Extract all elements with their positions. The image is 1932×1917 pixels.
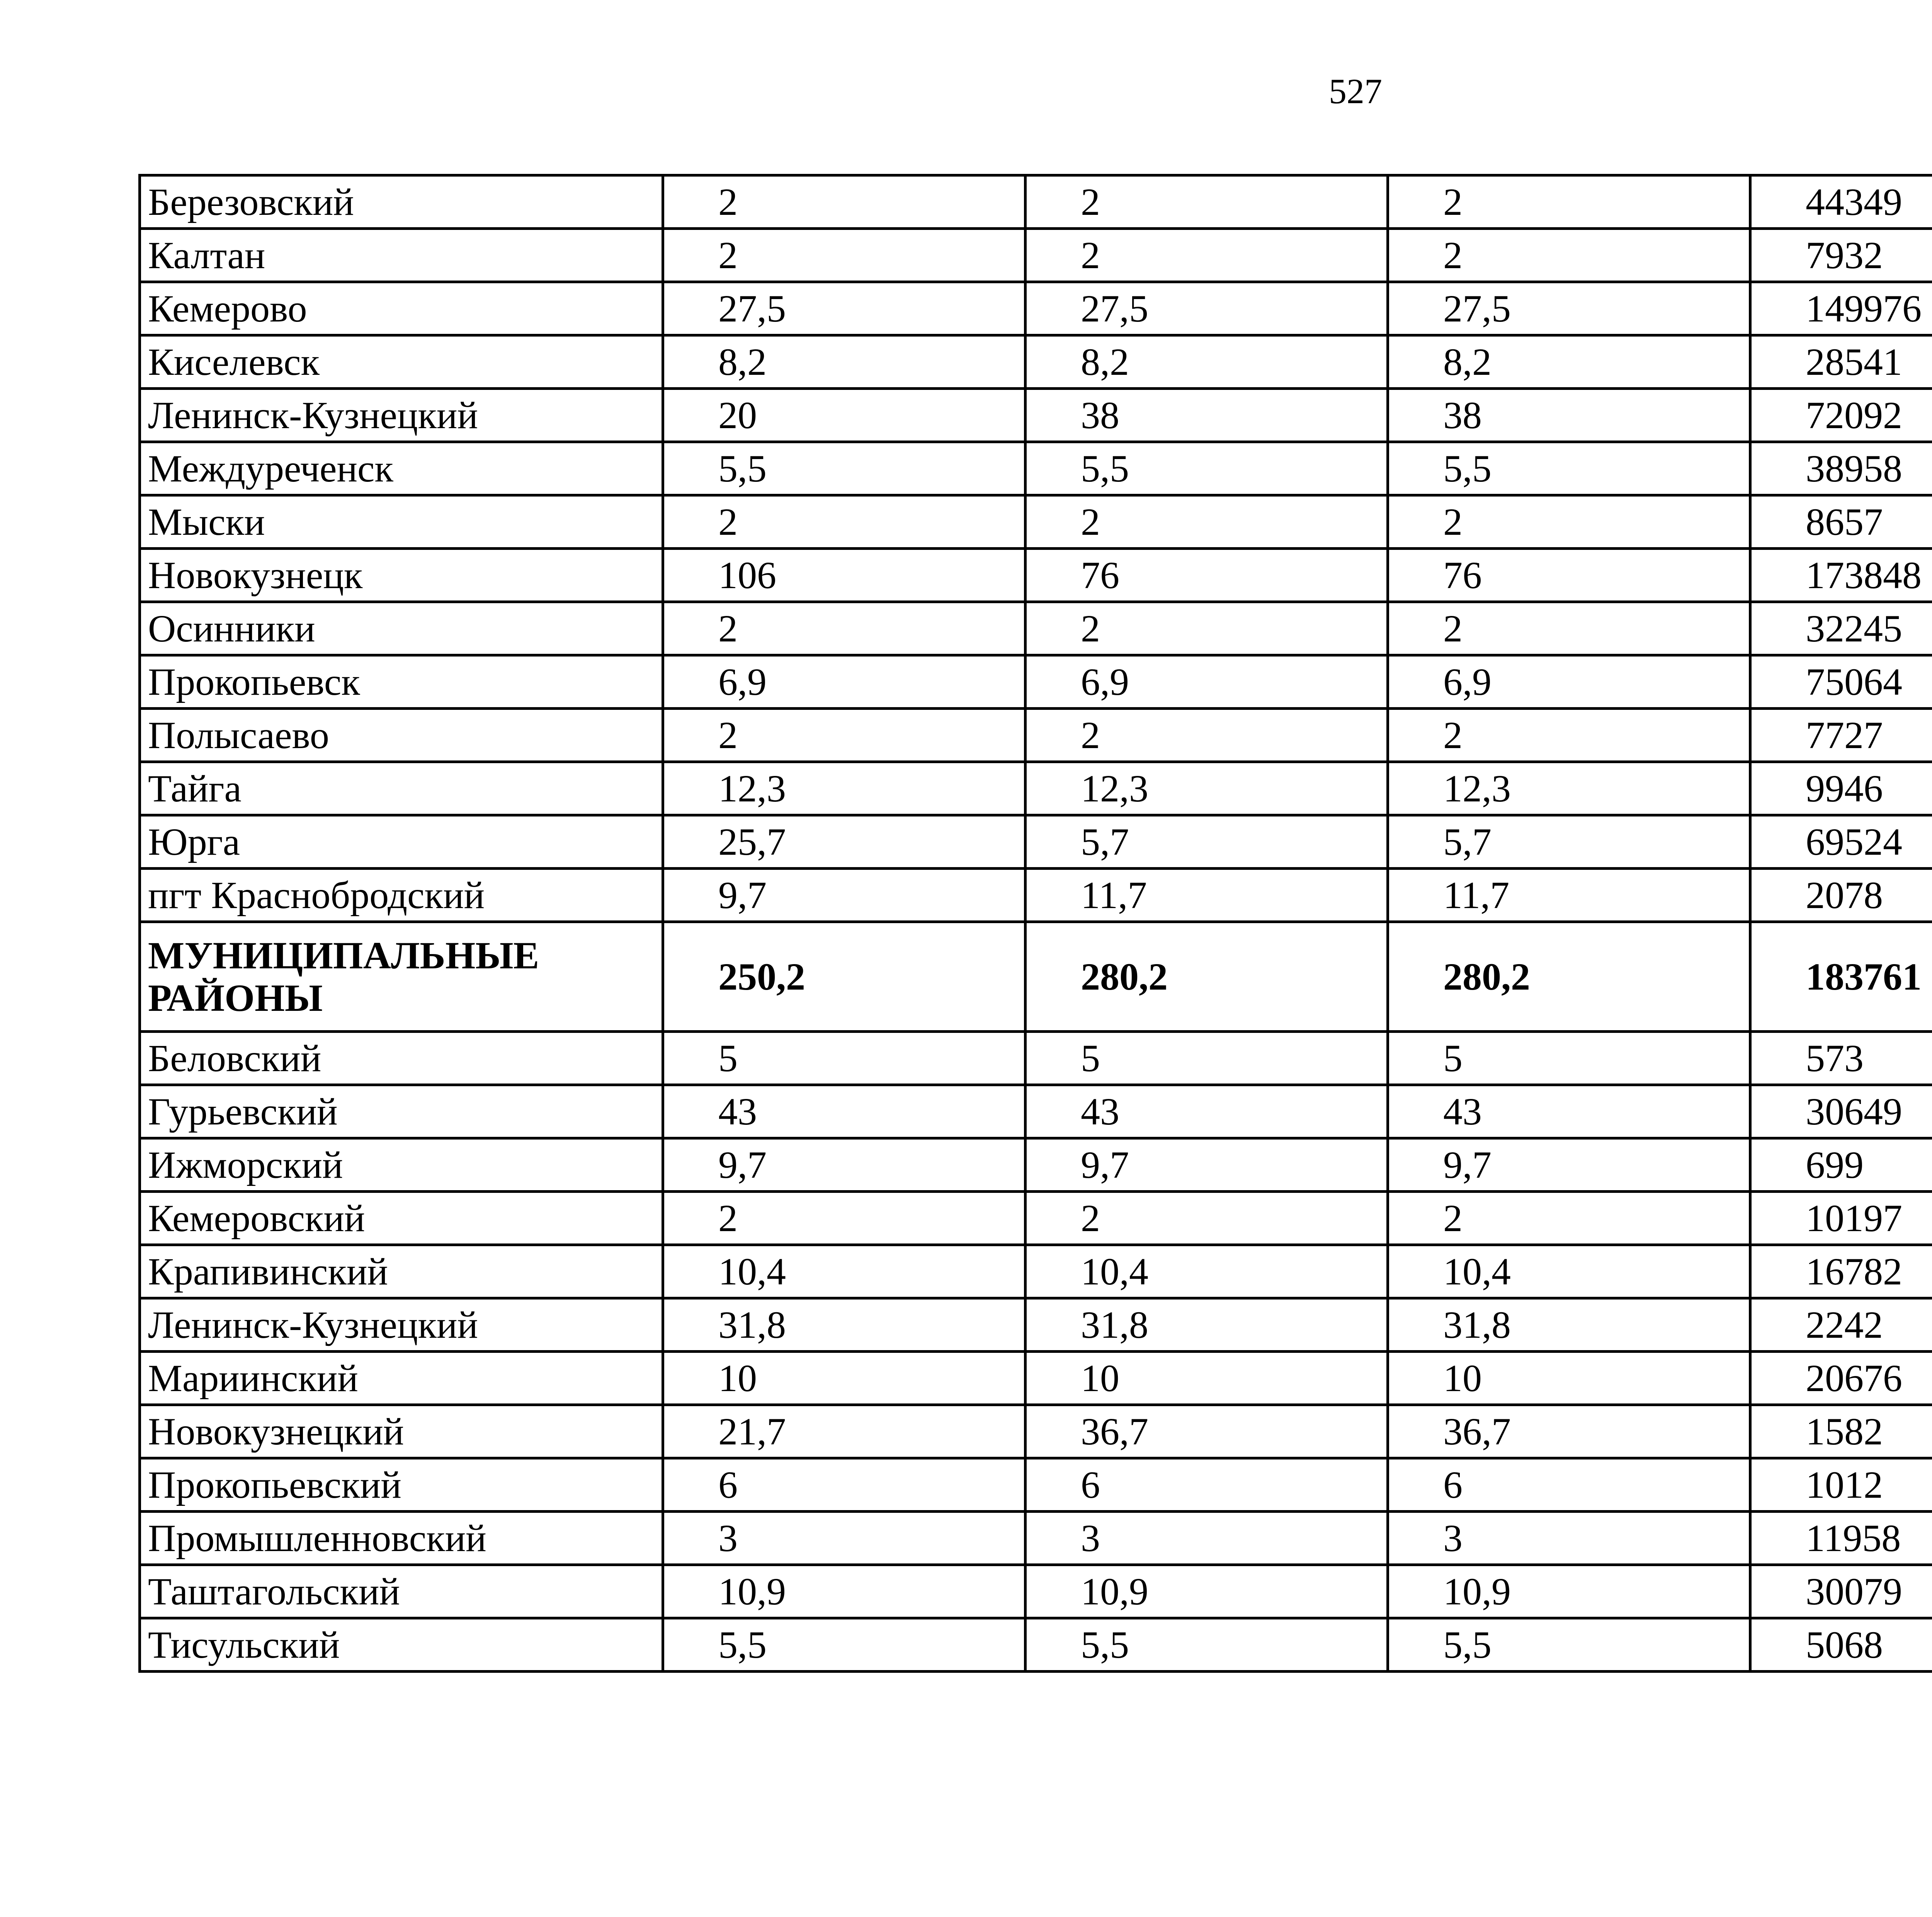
value-cell: 11,7 (1026, 869, 1388, 922)
table-row (140, 1405, 1932, 1458)
value-cell: 10,9 (663, 1565, 1026, 1618)
value-cell: 6,9 (1388, 655, 1750, 709)
row-name-cell: Юрга (140, 815, 663, 869)
value-cell: 2 (1026, 495, 1388, 549)
row-name-cell: Калтан (140, 229, 663, 282)
value-cell: 8,2 (1388, 335, 1750, 389)
table-row (140, 922, 1932, 1032)
row-name-cell: Новокузнецкий (140, 1405, 663, 1458)
row-name-cell: Новокузнецк (140, 549, 663, 602)
value-cell: 31,8 (1388, 1298, 1750, 1352)
value-cell: 5 (1026, 1032, 1388, 1085)
value-cell: 573 (1750, 1032, 1932, 1085)
value-cell: 173848 (1750, 549, 1932, 602)
value-cell: 30079 (1750, 1565, 1932, 1618)
value-cell: 6 (663, 1458, 1026, 1512)
value-cell: 3 (1026, 1512, 1388, 1565)
value-cell: 27,5 (1026, 282, 1388, 335)
value-cell: 2 (1026, 709, 1388, 762)
table-row (140, 442, 1932, 495)
value-cell: 183761 (1750, 922, 1932, 1032)
value-cell: 5 (663, 1032, 1026, 1085)
value-cell: 69524 (1750, 815, 1932, 869)
table-row (140, 1032, 1932, 1085)
value-cell: 5,7 (1388, 815, 1750, 869)
value-cell: 5,5 (663, 442, 1026, 495)
value-cell: 31,8 (663, 1298, 1026, 1352)
table-row (140, 709, 1932, 762)
value-cell: 6,9 (1026, 655, 1388, 709)
value-cell: 2 (1026, 602, 1388, 655)
value-cell: 10 (1026, 1352, 1388, 1405)
table-row (140, 549, 1932, 602)
row-name-cell: Березовский (140, 175, 663, 229)
table-row (140, 1618, 1932, 1672)
row-name-cell: Прокопьевский (140, 1458, 663, 1512)
value-cell: 2 (1026, 1192, 1388, 1245)
value-cell: 11958 (1750, 1512, 1932, 1565)
value-cell: 36,7 (1388, 1405, 1750, 1458)
value-cell: 10197 (1750, 1192, 1932, 1245)
value-cell: 2 (1026, 175, 1388, 229)
value-cell: 2 (663, 495, 1026, 549)
value-cell: 30649 (1750, 1085, 1932, 1138)
value-cell: 2 (1388, 1192, 1750, 1245)
value-cell: 20 (663, 389, 1026, 442)
value-cell: 5,5 (1388, 1618, 1750, 1672)
value-cell: 280,2 (1026, 922, 1388, 1032)
value-cell: 5,7 (1026, 815, 1388, 869)
value-cell: 38 (1026, 389, 1388, 442)
value-cell: 250,2 (663, 922, 1026, 1032)
value-cell: 43 (663, 1085, 1026, 1138)
value-cell: 10 (663, 1352, 1026, 1405)
row-name-cell: Ленинск-Кузнецкий (140, 389, 663, 442)
value-cell: 1012 (1750, 1458, 1932, 1512)
value-cell: 38 (1388, 389, 1750, 442)
value-cell: 10,4 (1026, 1245, 1388, 1298)
row-name-cell: Полысаево (140, 709, 663, 762)
value-cell: 38958 (1750, 442, 1932, 495)
value-cell: 75064 (1750, 655, 1932, 709)
table-row (140, 1138, 1932, 1192)
value-cell: 43 (1026, 1085, 1388, 1138)
value-cell: 2 (1388, 175, 1750, 229)
row-name-cell: Таштагольский (140, 1565, 663, 1618)
table-row (140, 1192, 1932, 1245)
value-cell: 699 (1750, 1138, 1932, 1192)
table-row (140, 389, 1932, 442)
value-cell: 10,9 (1388, 1565, 1750, 1618)
value-cell: 8,2 (1026, 335, 1388, 389)
value-cell: 2 (663, 602, 1026, 655)
value-cell: 9,7 (1026, 1138, 1388, 1192)
table-row (140, 495, 1932, 549)
row-name-cell: пгт Краснобродский (140, 869, 663, 922)
value-cell: 149976 (1750, 282, 1932, 335)
row-name-cell: Крапивинский (140, 1245, 663, 1298)
value-cell: 76 (1388, 549, 1750, 602)
row-name-cell: Ленинск-Кузнецкий (140, 1298, 663, 1352)
table-body (140, 175, 1932, 1672)
value-cell: 5,5 (1026, 442, 1388, 495)
row-name-cell: Мариинский (140, 1352, 663, 1405)
value-cell: 10 (1388, 1352, 1750, 1405)
table-row (140, 1085, 1932, 1138)
value-cell: 28541 (1750, 335, 1932, 389)
table-row (140, 1565, 1932, 1618)
table-row (140, 1245, 1932, 1298)
value-cell: 2242 (1750, 1298, 1932, 1352)
value-cell: 8,2 (663, 335, 1026, 389)
value-cell: 2 (1388, 495, 1750, 549)
value-cell: 2 (663, 175, 1026, 229)
value-cell: 12,3 (1388, 762, 1750, 815)
value-cell: 6,9 (663, 655, 1026, 709)
value-cell: 11,7 (1388, 869, 1750, 922)
value-cell: 2 (663, 1192, 1026, 1245)
value-cell: 2 (1026, 229, 1388, 282)
table-row (140, 229, 1932, 282)
row-name-cell: Осинники (140, 602, 663, 655)
table-row (140, 655, 1932, 709)
table-row (140, 175, 1932, 229)
value-cell: 12,3 (663, 762, 1026, 815)
table-row (140, 869, 1932, 922)
value-cell: 21,7 (663, 1405, 1026, 1458)
table-row (140, 282, 1932, 335)
value-cell: 2 (1388, 602, 1750, 655)
row-name-cell: Гурьевский (140, 1085, 663, 1138)
value-cell: 32245 (1750, 602, 1932, 655)
value-cell: 3 (1388, 1512, 1750, 1565)
value-cell: 9,7 (663, 869, 1026, 922)
value-cell: 76 (1026, 549, 1388, 602)
value-cell: 31,8 (1026, 1298, 1388, 1352)
value-cell: 27,5 (663, 282, 1026, 335)
value-cell: 12,3 (1026, 762, 1388, 815)
value-cell: 7932 (1750, 229, 1932, 282)
value-cell: 5,5 (663, 1618, 1026, 1672)
value-cell: 5,5 (1388, 442, 1750, 495)
value-cell: 2 (1388, 229, 1750, 282)
value-cell: 9,7 (1388, 1138, 1750, 1192)
table-row (140, 762, 1932, 815)
row-name-cell: Киселевск (140, 335, 663, 389)
value-cell: 5,5 (1026, 1618, 1388, 1672)
page-number: 527 (1329, 71, 1382, 111)
value-cell: 1582 (1750, 1405, 1932, 1458)
value-cell: 72092 (1750, 389, 1932, 442)
value-cell: 36,7 (1026, 1405, 1388, 1458)
value-cell: 10,9 (1026, 1565, 1388, 1618)
value-cell: 44349 (1750, 175, 1932, 229)
value-cell: 25,7 (663, 815, 1026, 869)
value-cell: 43 (1388, 1085, 1750, 1138)
table-row (140, 602, 1932, 655)
table-row (140, 335, 1932, 389)
value-cell: 2 (1388, 709, 1750, 762)
value-cell: 3 (663, 1512, 1026, 1565)
value-cell: 2 (663, 229, 1026, 282)
value-cell: 5 (1388, 1032, 1750, 1085)
row-name-cell: Тайга (140, 762, 663, 815)
value-cell: 9,7 (663, 1138, 1026, 1192)
row-name-cell: Мыски (140, 495, 663, 549)
row-name-cell: Кемеровский (140, 1192, 663, 1245)
table-row (140, 1352, 1932, 1405)
value-cell: 106 (663, 549, 1026, 602)
table-row (140, 1298, 1932, 1352)
row-name-cell: Ижморский (140, 1138, 663, 1192)
value-cell: 2 (663, 709, 1026, 762)
value-cell: 6 (1026, 1458, 1388, 1512)
row-name-cell: Беловский (140, 1032, 663, 1085)
value-cell: 27,5 (1388, 282, 1750, 335)
row-name-cell: Междуреченск (140, 442, 663, 495)
value-cell: 5068 (1750, 1618, 1932, 1672)
row-name-cell: МУНИЦИПАЛЬНЫЕ РАЙОНЫ (140, 922, 663, 1032)
row-name-cell: Промышленновский (140, 1512, 663, 1565)
value-cell: 7727 (1750, 709, 1932, 762)
value-cell: 6 (1388, 1458, 1750, 1512)
value-cell: 16782 (1750, 1245, 1932, 1298)
table-row (140, 1458, 1932, 1512)
table-row (140, 1512, 1932, 1565)
data-table (138, 174, 1932, 1673)
row-name-cell: Прокопьевск (140, 655, 663, 709)
value-cell: 10,4 (1388, 1245, 1750, 1298)
table-row (140, 815, 1932, 869)
row-name-cell: Тисульский (140, 1618, 663, 1672)
value-cell: 280,2 (1388, 922, 1750, 1032)
value-cell: 2078 (1750, 869, 1932, 922)
value-cell: 8657 (1750, 495, 1932, 549)
value-cell: 20676 (1750, 1352, 1932, 1405)
value-cell: 10,4 (663, 1245, 1026, 1298)
value-cell: 9946 (1750, 762, 1932, 815)
row-name-cell: Кемерово (140, 282, 663, 335)
